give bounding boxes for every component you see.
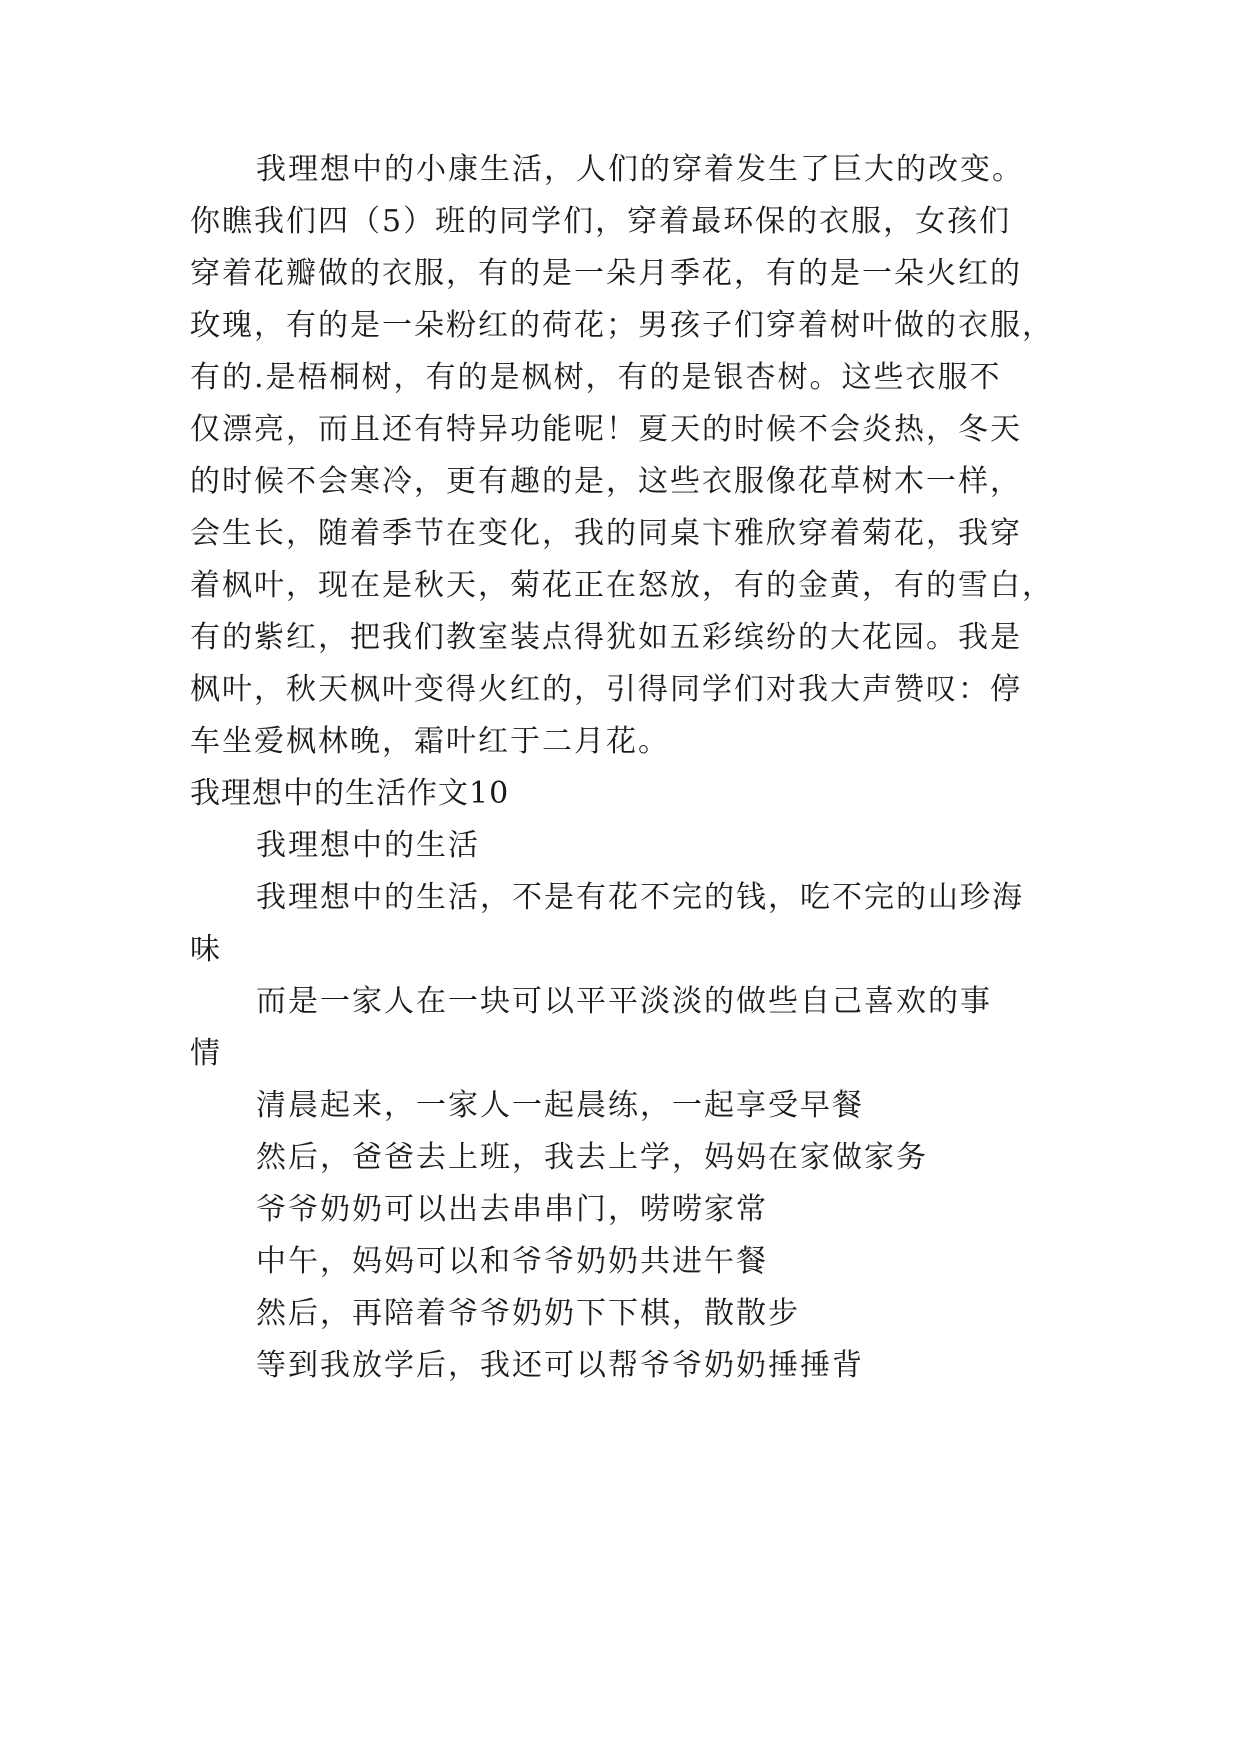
paragraph-line: 玫瑰，有的是一朵粉红的荷花；男孩子们穿着树叶做的衣服，: [190, 308, 1054, 343]
paragraph-line: 仅漂亮，而且还有特异功能呢！夏天的时候不会炎热，冬天: [190, 412, 1022, 447]
paragraph-line: 味: [190, 932, 222, 967]
paragraph-line: 有的紫红，把我们教室装点得犹如五彩缤纷的大花园。我是: [190, 620, 1022, 655]
paragraph-line: 车坐爱枫林晚，霜叶红于二月花。: [190, 724, 670, 759]
paragraph-line: 中午，妈妈可以和爷爷奶奶共进午餐: [256, 1244, 768, 1279]
paragraph-line: 我理想中的小康生活，人们的穿着发生了巨大的改变。: [256, 152, 1024, 187]
paragraph-line: 而是一家人在一块可以平平淡淡的做些自己喜欢的事: [256, 984, 992, 1019]
paragraph-line: 会生长，随着季节在变化，我的同桌卞雅欣穿着菊花，我穿: [190, 516, 1022, 551]
paragraph-line: 然后，再陪着爷爷奶奶下下棋，散散步: [256, 1296, 800, 1331]
paragraph-line: 穿着花瓣做的衣服，有的是一朵月季花，有的是一朵火红的: [190, 256, 1022, 291]
paragraph-line: 你瞧我们四（5）班的同学们，穿着最环保的衣服，女孩们: [190, 204, 1012, 239]
paragraph-line: 的时候不会寒冷，更有趣的是，这些衣服像花草树木一样，: [190, 464, 1022, 499]
paragraph-line: 我理想中的生活，不是有花不完的钱，吃不完的山珍海: [256, 880, 1024, 915]
essay-title: 我理想中的生活: [256, 828, 480, 863]
paragraph-line: 清晨起来，一家人一起晨练，一起享受早餐: [256, 1088, 864, 1123]
section-heading: 我理想中的生活作文10: [190, 776, 510, 811]
paragraph-line: 情: [190, 1036, 222, 1071]
paragraph-line: 有的.是梧桐树，有的是枫树，有的是银杏树。这些衣服不: [190, 360, 1002, 395]
paragraph-line: 枫叶，秋天枫叶变得火红的，引得同学们对我大声赞叹：停: [190, 672, 1022, 707]
paragraph-line: 等到我放学后，我还可以帮爷爷奶奶捶捶背: [256, 1348, 864, 1383]
paragraph-line: 着枫叶，现在是秋天，菊花正在怒放，有的金黄，有的雪白，: [190, 568, 1054, 603]
paragraph-line: 爷爷奶奶可以出去串串门，唠唠家常: [256, 1192, 768, 1227]
paragraph-line: 然后，爸爸去上班，我去上学，妈妈在家做家务: [256, 1140, 928, 1175]
